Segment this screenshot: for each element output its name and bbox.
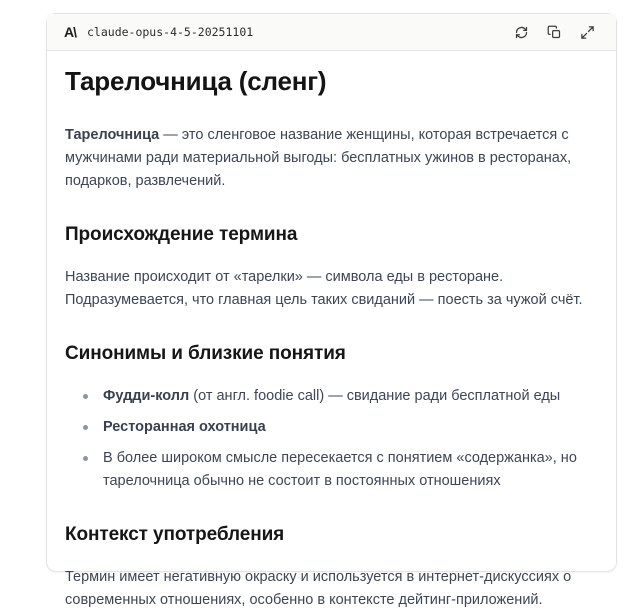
- artifact-header: [47, 14, 616, 51]
- synonyms-list: [65, 385, 598, 493]
- artifact-card: [46, 13, 617, 608]
- page-title: Тарелочница (сленг): [65, 66, 327, 96]
- model-name: claude-opus-4-5-20251101: [87, 25, 254, 39]
- intro-text: — это сленговое название женщины, которая встречается с мужчинами ради материальной выгоды: бесплатных ужинов в ресторанах, подарков, развлечений.: [65, 127, 572, 189]
- section-heading-synonyms: Синонимы и близкие понятия: [65, 343, 346, 364]
- list-item-text: (от англ. foodie call) — свидание ради бесплатной еды: [189, 388, 561, 404]
- anthropic-logo-icon: A\: [64, 24, 76, 40]
- refresh-icon[interactable]: [509, 20, 533, 44]
- intro-paragraph: [65, 124, 598, 193]
- list-item-term: Фудди-колл: [103, 388, 190, 404]
- expand-icon[interactable]: [575, 20, 599, 44]
- section-heading-origin: Происхождение термина: [65, 224, 298, 245]
- intro-lead-term: Тарелочница: [65, 127, 160, 143]
- section-paragraph-origin: Название происходит от «тарелки» — символа еды в ресторане. Подразумевается, что главная цель таких свиданий — поесть за чужой счёт.: [65, 269, 583, 308]
- article-content: [47, 51, 616, 612]
- list-item-term: Ресторанная охотница: [103, 419, 266, 435]
- list-item: [65, 385, 598, 408]
- section-heading-context: Контекст употребления: [65, 524, 285, 545]
- list-item: [65, 447, 598, 493]
- list-item-text: В более широком смысле пересекается с понятием «содержанка», но тарелочница обычно не состоит в постоянных отношениях: [103, 450, 577, 489]
- copy-icon[interactable]: [542, 20, 566, 44]
- section-paragraph-context: Термин имеет негативную окраску и используется в интернет-дискуссиях о современных отношениях, особенно в контексте дейтинг-приложений.: [65, 569, 572, 608]
- list-item: [65, 416, 598, 439]
